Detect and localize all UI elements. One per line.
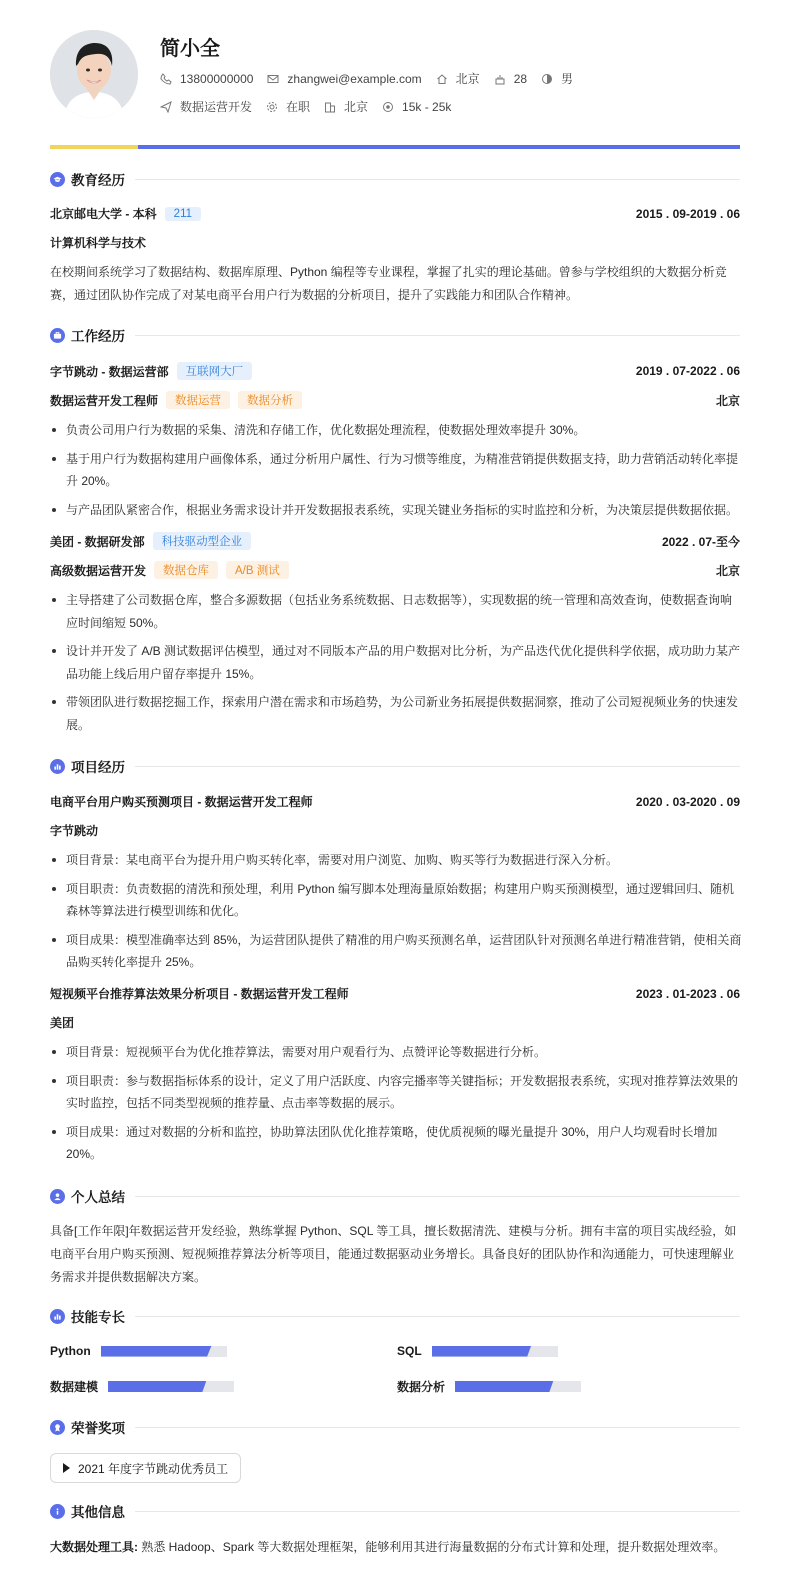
job-role-row: [50, 391, 740, 409]
job-role-row: [50, 561, 740, 579]
list-item: 项目成果：通过对数据的分析和监控，协助算法团队优化推荐策略，使优质视频的曝光量提升 30%，用户人均观看时长增加 20%。: [50, 1121, 742, 1166]
city-item: [436, 70, 480, 87]
skill-name: 数据分析: [397, 1380, 446, 1394]
position-item: [160, 98, 252, 115]
list-item: 与产品团队紧密合作，根据业务需求设计并开发数据报表系统，实现关键业务指标的实时监控和分析，为决策层提供数据依据。: [50, 499, 742, 522]
school-name: 北京邮电大学 - 本科: [50, 207, 157, 221]
skill-bar-fill: [432, 1346, 532, 1357]
avatar-photo: [50, 30, 138, 118]
project-header: [50, 793, 740, 810]
user-icon: [50, 1189, 65, 1204]
education-description: 在校期间系统学习了数据结构、数据库原理、Python 编程等专业课程，掌握了扎实的理论基础。曾参与学校组织的大数据分析竞赛，通过团队协作完成了对某电商平台用户行为数据的分析项目，提升了实践能力和团队合作精神。: [50, 265, 727, 302]
phone-icon: [160, 73, 172, 85]
other-info: [50, 1537, 742, 1557]
age-item: [494, 72, 527, 86]
graduation-cap-icon: [50, 172, 65, 187]
job-location: 北京: [715, 563, 740, 578]
company-name: 字节跳动 - 数据运营部: [50, 364, 169, 379]
role-tag: 数据运营: [166, 391, 230, 409]
company-tag: 互联网大厂: [177, 362, 253, 380]
section-title: 教育经历: [71, 173, 125, 188]
phone-text: 13800000000: [180, 71, 254, 86]
section-work: [50, 325, 740, 345]
email-item: [267, 72, 421, 86]
email-text: zhangwei@example.com: [287, 71, 422, 86]
skill-python: [50, 1344, 227, 1358]
target-city-text: 北京: [344, 100, 369, 114]
section-education: [50, 169, 740, 189]
header-divider: [50, 145, 740, 149]
role-tag: 数据分析: [238, 391, 302, 409]
skill-name: 数据建模: [50, 1380, 99, 1394]
skill-bar: [432, 1346, 558, 1357]
school-tag: 211: [165, 207, 201, 221]
list-item: 项目背景：某电商平台为提升用户购买转化率，需要对用户浏览、加购、购买等行为数据进行深入分析。: [50, 849, 742, 872]
role-tag: 数据仓库: [154, 561, 218, 579]
skill-bar-fill: [108, 1381, 206, 1392]
education-header: [50, 205, 740, 222]
section-title: 个人总结: [71, 1190, 125, 1205]
salary-item: [382, 100, 451, 114]
list-item: 项目职责：负责数据的清洗和预处理，利用 Python 编写脚本处理海量原始数据；构建用户购买预测模型，通过逻辑回归、随机森林等算法进行模型训练和优化。: [50, 878, 742, 923]
project-bullets: [50, 1041, 742, 1172]
list-item: 项目职责：参与数据指标体系的设计，定义了用户活跃度、内容完播率等关键指标；开发数据报表系统，实现对推荐算法效果的实时监控，包括不同类型视频的推荐量、点击率等数据的展示。: [50, 1070, 742, 1115]
section-title: 技能专长: [71, 1310, 125, 1325]
education-period: 2015 . 09-2019 . 06: [635, 206, 740, 221]
major: 计算机科学与技术: [50, 236, 147, 250]
skill-analysis: [397, 1378, 581, 1395]
project-name: 短视频平台推荐算法效果分析项目 - 数据运营开发工程师: [50, 987, 349, 1001]
project-period: 2023 . 01-2023 . 06: [635, 986, 740, 1001]
bar-chart-icon: [50, 759, 65, 774]
skill-bar-fill: [101, 1346, 212, 1357]
skill-sql: [397, 1344, 558, 1358]
skill-name: Python: [50, 1344, 91, 1358]
summary-text: 具备[工作年限]年数据运营开发经验，熟练掌握 Python、SQL 等工具，擅长数据清洗、建模与分析。拥有丰富的项目实战经验，如电商平台用户购买预测、短视频推荐算法分析等项目，能通过数据驱动业务增长。具备良好的团队协作和沟通能力，可快速理解业务需求并提供数据解决方案。: [50, 1224, 737, 1284]
list-item: 主导搭建了公司数据仓库，整合多源数据（包括业务系统数据、日志数据等），实现数据的统一管理和高效查询，使数据查询响应时间缩短 50%。: [50, 589, 742, 634]
briefcase-icon: [50, 328, 65, 343]
other-label: 大数据处理工具:: [50, 1540, 138, 1554]
company-tag: 科技驱动型企业: [153, 532, 252, 550]
skill-name: SQL: [397, 1344, 422, 1358]
section-divider: [135, 1316, 740, 1317]
section-divider: [135, 1196, 740, 1197]
section-summary: [50, 1186, 740, 1206]
job-role: 数据运营开发工程师: [50, 393, 159, 408]
chart-icon: [50, 1309, 65, 1324]
contact-row: [160, 70, 587, 87]
job-location: 北京: [715, 393, 740, 408]
job-period: 2022 . 07-至今: [661, 534, 740, 549]
send-icon: [160, 101, 172, 113]
target-city-item: [324, 98, 368, 115]
skill-bar: [101, 1346, 227, 1357]
job-bullets: [50, 419, 742, 527]
section-divider: [135, 335, 740, 336]
city-text: 北京: [455, 72, 480, 86]
age-text: 28: [513, 71, 528, 86]
position-text: 数据运营开发: [180, 100, 253, 114]
avatar: [50, 30, 138, 118]
list-item: 带领团队进行数据挖掘工作，探索用户潜在需求和市场趋势，为公司新业务拓展提供数据洞察，推动了公司短视频业务的快速发展。: [50, 691, 742, 736]
project-bullets: [50, 849, 742, 980]
job-bullets: [50, 589, 742, 742]
section-title: 其他信息: [71, 1505, 125, 1520]
skill-bar: [455, 1381, 581, 1392]
section-other: [50, 1501, 740, 1521]
info-icon: [50, 1504, 65, 1519]
skill-bar: [108, 1381, 234, 1392]
status-text: 在职: [286, 100, 311, 114]
skill-modeling: [50, 1378, 234, 1395]
list-item: 设计并开发了 A/B 测试数据评估模型，通过对不同版本产品的用户数据对比分析，为产品迭代优化提供科学依据，成功助力某产品功能上线后用户留存率提升 15%。: [50, 640, 742, 685]
gender-text: 男: [561, 72, 574, 86]
project-company: 字节跳动: [50, 824, 99, 838]
medal-icon: [50, 1420, 65, 1435]
job-intent-row: [160, 98, 465, 115]
resume-header: [50, 30, 740, 140]
mail-icon: [267, 73, 279, 85]
phone-item: [160, 72, 253, 86]
section-title: 项目经历: [71, 760, 125, 775]
section-title: 工作经历: [71, 329, 125, 344]
role-tag: A/B 测试: [226, 561, 289, 579]
header-divider-accent: [50, 145, 138, 149]
list-item: 基于用户行为数据构建用户画像体系，通过分析用户属性、行为习惯等维度，为精准营销提供数据支持，助力营销活动转化率提升 20%。: [50, 448, 742, 493]
salary-text: 15k - 25k: [402, 99, 452, 114]
building-icon: [324, 101, 336, 113]
job-header: [50, 532, 740, 550]
section-projects: [50, 756, 740, 776]
home-icon: [436, 73, 448, 85]
other-text: 熟悉 Hadoop、Spark 等大数据处理框架，能够利用其进行海量数据的分布式计算和处理，提升数据处理效率。: [141, 1540, 726, 1554]
skill-bar-fill: [455, 1381, 553, 1392]
settings-icon: [266, 101, 278, 113]
job-role: 高级数据运营开发: [50, 563, 147, 578]
section-awards: [50, 1417, 740, 1437]
section-skills: [50, 1306, 740, 1326]
award-text: 2021 年度字节跳动优秀员工: [78, 1461, 229, 1476]
job-header: [50, 362, 740, 380]
list-item: 项目背景：短视频平台为优化推荐算法，需要对用户观看行为、点赞评论等数据进行分析。: [50, 1041, 742, 1064]
candidate-name: 简小全: [160, 38, 220, 60]
section-divider: [135, 1427, 740, 1428]
list-item: 负责公司用户行为数据的采集、清洗和存储工作，优化数据处理流程，使数据处理效率提升 30%。: [50, 419, 742, 442]
status-item: [266, 98, 310, 115]
project-header: [50, 985, 740, 1002]
company-name: 美团 - 数据研发部: [50, 534, 145, 549]
play-triangle-icon: [63, 1463, 70, 1473]
section-divider: [135, 766, 740, 767]
section-title: 荣誉奖项: [71, 1421, 125, 1436]
project-name: 电商平台用户购买预测项目 - 数据运营开发工程师: [50, 795, 313, 809]
section-divider: [135, 1511, 740, 1512]
project-period: 2020 . 03-2020 . 09: [635, 794, 740, 809]
coin-icon: [382, 101, 394, 113]
project-company-row: [50, 822, 740, 839]
award-item[interactable]: [50, 1453, 241, 1483]
job-period: 2019 . 07-2022 . 06: [635, 364, 740, 378]
gender-item: [541, 70, 573, 87]
project-company: 美团: [50, 1016, 75, 1030]
gender-icon: [541, 73, 553, 85]
section-divider: [135, 179, 740, 180]
cake-icon: [494, 73, 506, 85]
project-company-row: [50, 1014, 740, 1031]
education-major-row: [50, 234, 740, 251]
list-item: 项目成果：模型准确率达到 85%，为运营团队提供了精准的用户购买预测名单，运营团队针对预测名单进行精准营销，使相关商品购买转化率提升 25%。: [50, 929, 742, 974]
